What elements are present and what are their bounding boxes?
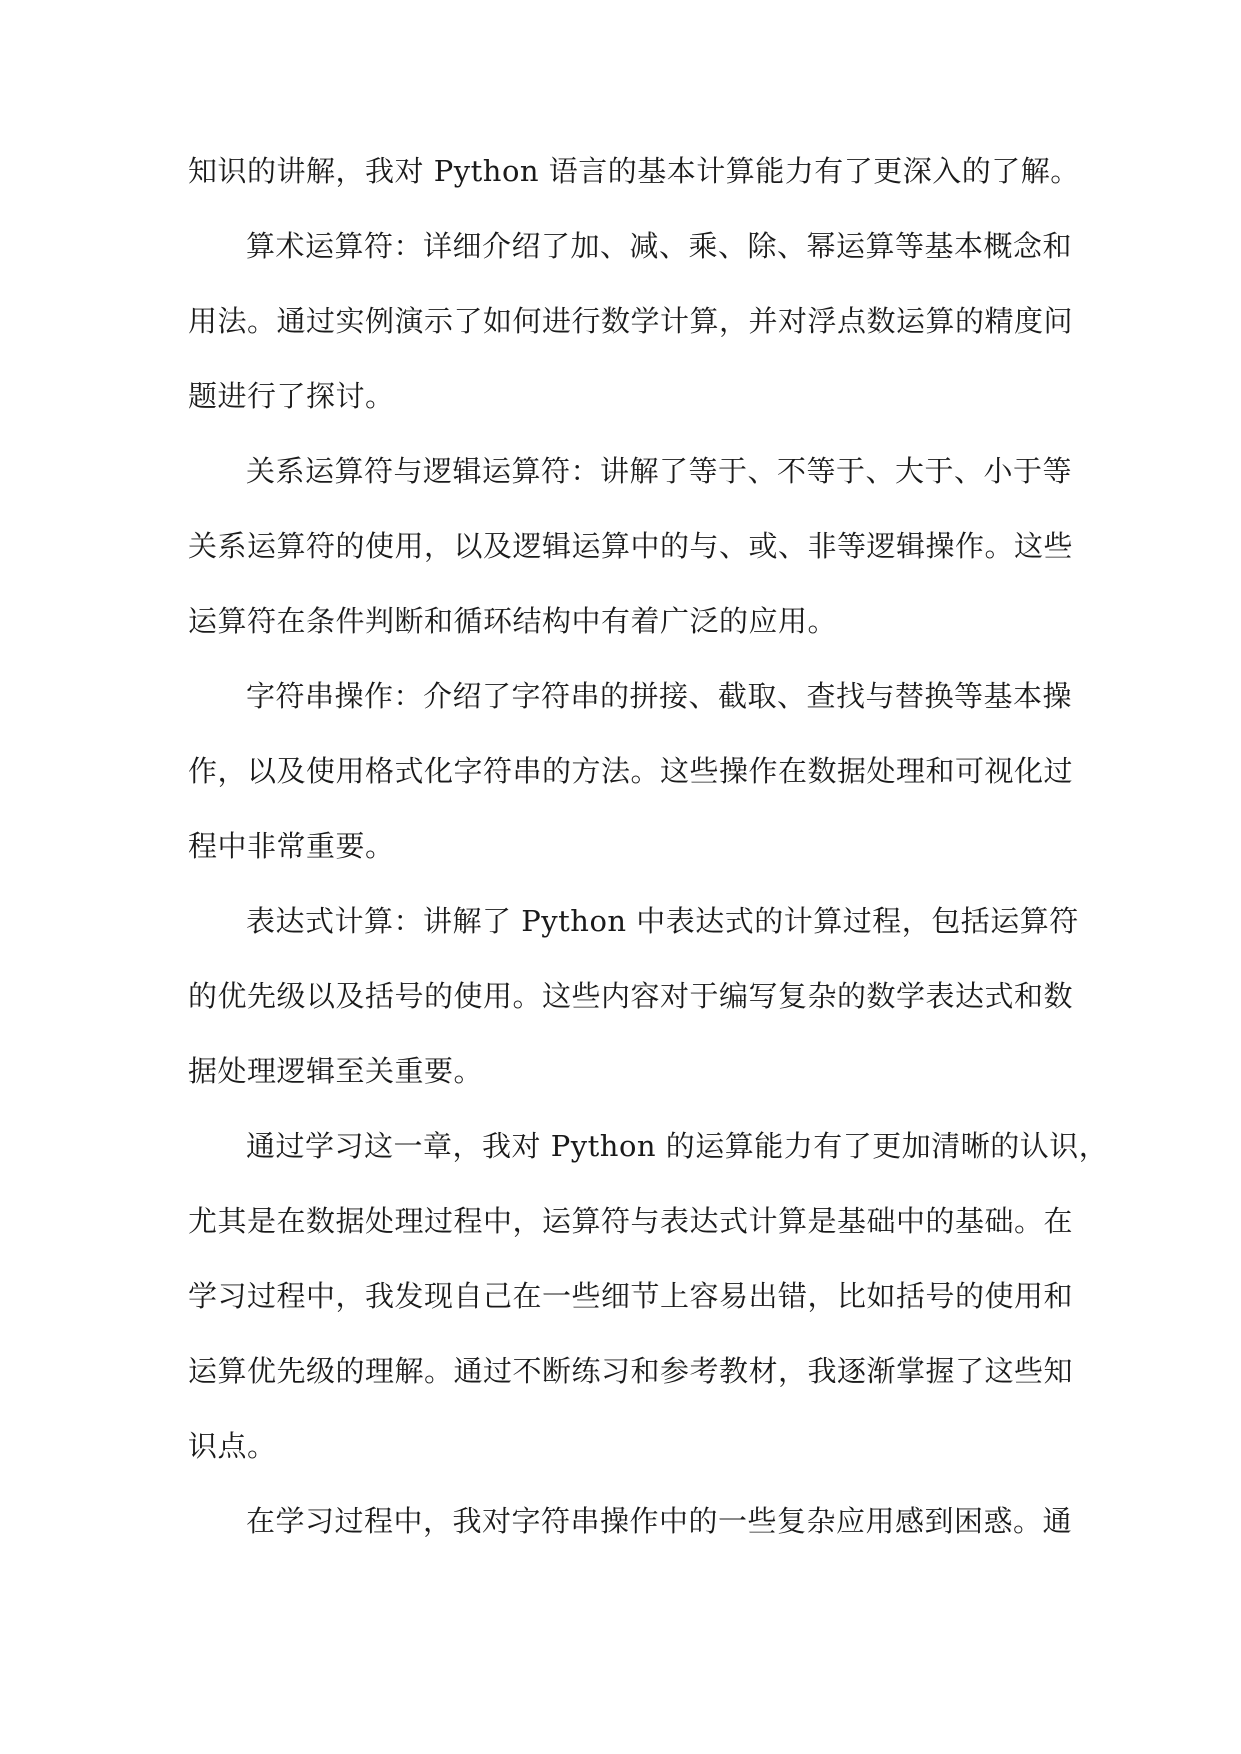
paragraph-first-line: 表达式计算：讲解了 Python 中表达式的计算过程，包括运算符 — [246, 904, 1079, 938]
text-line: 尤其是在数据处理过程中，运算符与表达式计算是基础中的基础。在 — [188, 1204, 1074, 1238]
paragraph-first-line: 字符串操作：介绍了字符串的拼接、截取、查找与替换等基本操 — [246, 679, 1073, 713]
text-line: 学习过程中，我发现自己在一些细节上容易出错，比如括号的使用和 — [188, 1279, 1074, 1313]
text-line: 识点。 — [188, 1429, 277, 1463]
paragraph-first-line: 通过学习这一章，我对 Python 的运算能力有了更加清晰的认识， — [246, 1129, 1109, 1163]
text-line: 程中非常重要。 — [188, 829, 395, 863]
paragraph-first-line: 在学习过程中，我对字符串操作中的一些复杂应用感到困惑。通 — [246, 1504, 1073, 1538]
text-line: 运算符在条件判断和循环结构中有着广泛的应用。 — [188, 604, 838, 638]
paragraph-first-line: 关系运算符与逻辑运算符：讲解了等于、不等于、大于、小于等 — [246, 454, 1073, 488]
paragraph-first-line: 算术运算符：详细介绍了加、减、乘、除、幂运算等基本概念和 — [246, 229, 1073, 263]
text-line: 用法。通过实例演示了如何进行数学计算，并对浮点数运算的精度问 — [188, 304, 1074, 338]
text-line: 的优先级以及括号的使用。这些内容对于编写复杂的数学表达式和数 — [188, 979, 1074, 1013]
text-line: 知识的讲解，我对 Python 语言的基本计算能力有了更深入的了解。 — [188, 154, 1080, 188]
text-line: 作，以及使用格式化字符串的方法。这些操作在数据处理和可视化过 — [188, 754, 1074, 788]
text-line: 据处理逻辑至关重要。 — [188, 1054, 484, 1088]
text-line: 题进行了探讨。 — [188, 379, 395, 413]
text-line: 关系运算符的使用，以及逻辑运算中的与、或、非等逻辑操作。这些 — [188, 529, 1074, 563]
text-line: 运算优先级的理解。通过不断练习和参考教材，我逐渐掌握了这些知 — [188, 1354, 1074, 1388]
